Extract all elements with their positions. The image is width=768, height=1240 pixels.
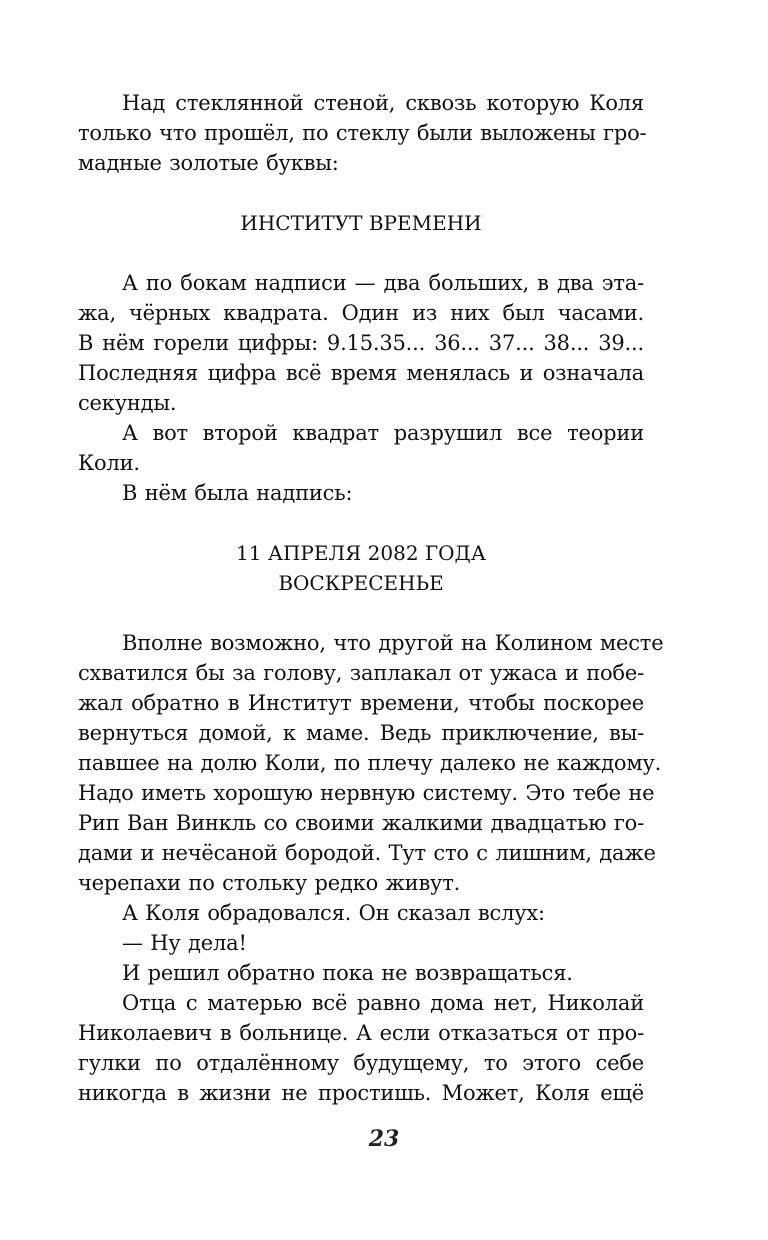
paragraph-7-dialogue bbox=[78, 928, 644, 958]
sign-date-line: 11 АПРЕЛЯ 2082 ГОДА bbox=[236, 541, 486, 565]
text-line: Над стеклянной стеной, сквозь которую Коля bbox=[122, 91, 644, 115]
paragraph-6 bbox=[78, 898, 644, 928]
text-line: схватился бы за голову, заплакал от ужаса и побе- bbox=[78, 661, 644, 685]
text-line: В нём горели цифры: 9.15.35... 36... 37... 38... 39... bbox=[78, 331, 644, 355]
paragraph-3 bbox=[78, 418, 644, 478]
paragraph-4 bbox=[78, 478, 644, 508]
text-line: А вот второй квадрат разрушил все теории bbox=[122, 421, 644, 445]
paragraph-9 bbox=[78, 988, 644, 1108]
text-line: вернуться домой, к маме. Ведь приключение, вы- bbox=[78, 721, 644, 745]
paragraph-8 bbox=[78, 958, 644, 988]
text-line: Отца с матерью всё равно дома нет, Николай bbox=[122, 991, 644, 1015]
text-line: Рип Ван Винкль со своими жалкими двадцатью го- bbox=[78, 811, 644, 835]
text-line: Последняя цифра всё время менялась и означала bbox=[78, 361, 644, 385]
text-line: черепахи по стольку редко живут. bbox=[78, 871, 461, 895]
text-line: Николаевич в больнице. А если отказаться от про- bbox=[78, 1021, 644, 1045]
text-line: В нём была надпись: bbox=[122, 481, 353, 505]
sign-weekday-line: ВОСКРЕСЕНЬЕ bbox=[278, 571, 444, 595]
text-line: павшее на долю Коли, по плечу далеко не каждому. bbox=[78, 751, 662, 775]
text-line: Надо иметь хорошую нервную систему. Это тебе не bbox=[78, 781, 655, 805]
text-line: А по бокам надписи — два больших, в два эта- bbox=[122, 271, 644, 295]
paragraph-5 bbox=[78, 628, 664, 898]
text-line: Коли. bbox=[78, 451, 140, 475]
page-number: 23 bbox=[368, 1126, 400, 1152]
text-line: только что прошёл, по стеклу были выложены гро- bbox=[78, 121, 647, 145]
text-line: дами и нечёсаной бородой. Тут сто с лишним, даже bbox=[78, 841, 656, 865]
paragraph-2 bbox=[78, 268, 644, 418]
paragraph-1 bbox=[78, 88, 647, 178]
page-body bbox=[78, 88, 664, 1108]
text-line: жал обратно в Институт времени, чтобы поскорее bbox=[78, 691, 644, 715]
text-line: жа, чёрных квадрата. Один из них был часами. bbox=[78, 301, 644, 325]
text-line: мадные золотые буквы: bbox=[78, 151, 339, 175]
text-line: И решил обратно пока не возвращаться. bbox=[122, 961, 573, 985]
sign-date bbox=[78, 538, 644, 598]
text-line: Вполне возможно, что другой на Колином месте bbox=[122, 631, 664, 655]
text-line: — Ну дела! bbox=[122, 931, 247, 955]
text-line: гулки по отдалённому будущему, то этого себе bbox=[78, 1051, 644, 1075]
text-line: А Коля обрадовался. Он сказал вслух: bbox=[122, 901, 545, 925]
text-line: никогда в жизни не простишь. Может, Коля ещё bbox=[78, 1081, 644, 1105]
text-line: секунды. bbox=[78, 391, 177, 415]
sign-institute-of-time: ИНСТИТУТ ВРЕМЕНИ bbox=[240, 211, 482, 235]
